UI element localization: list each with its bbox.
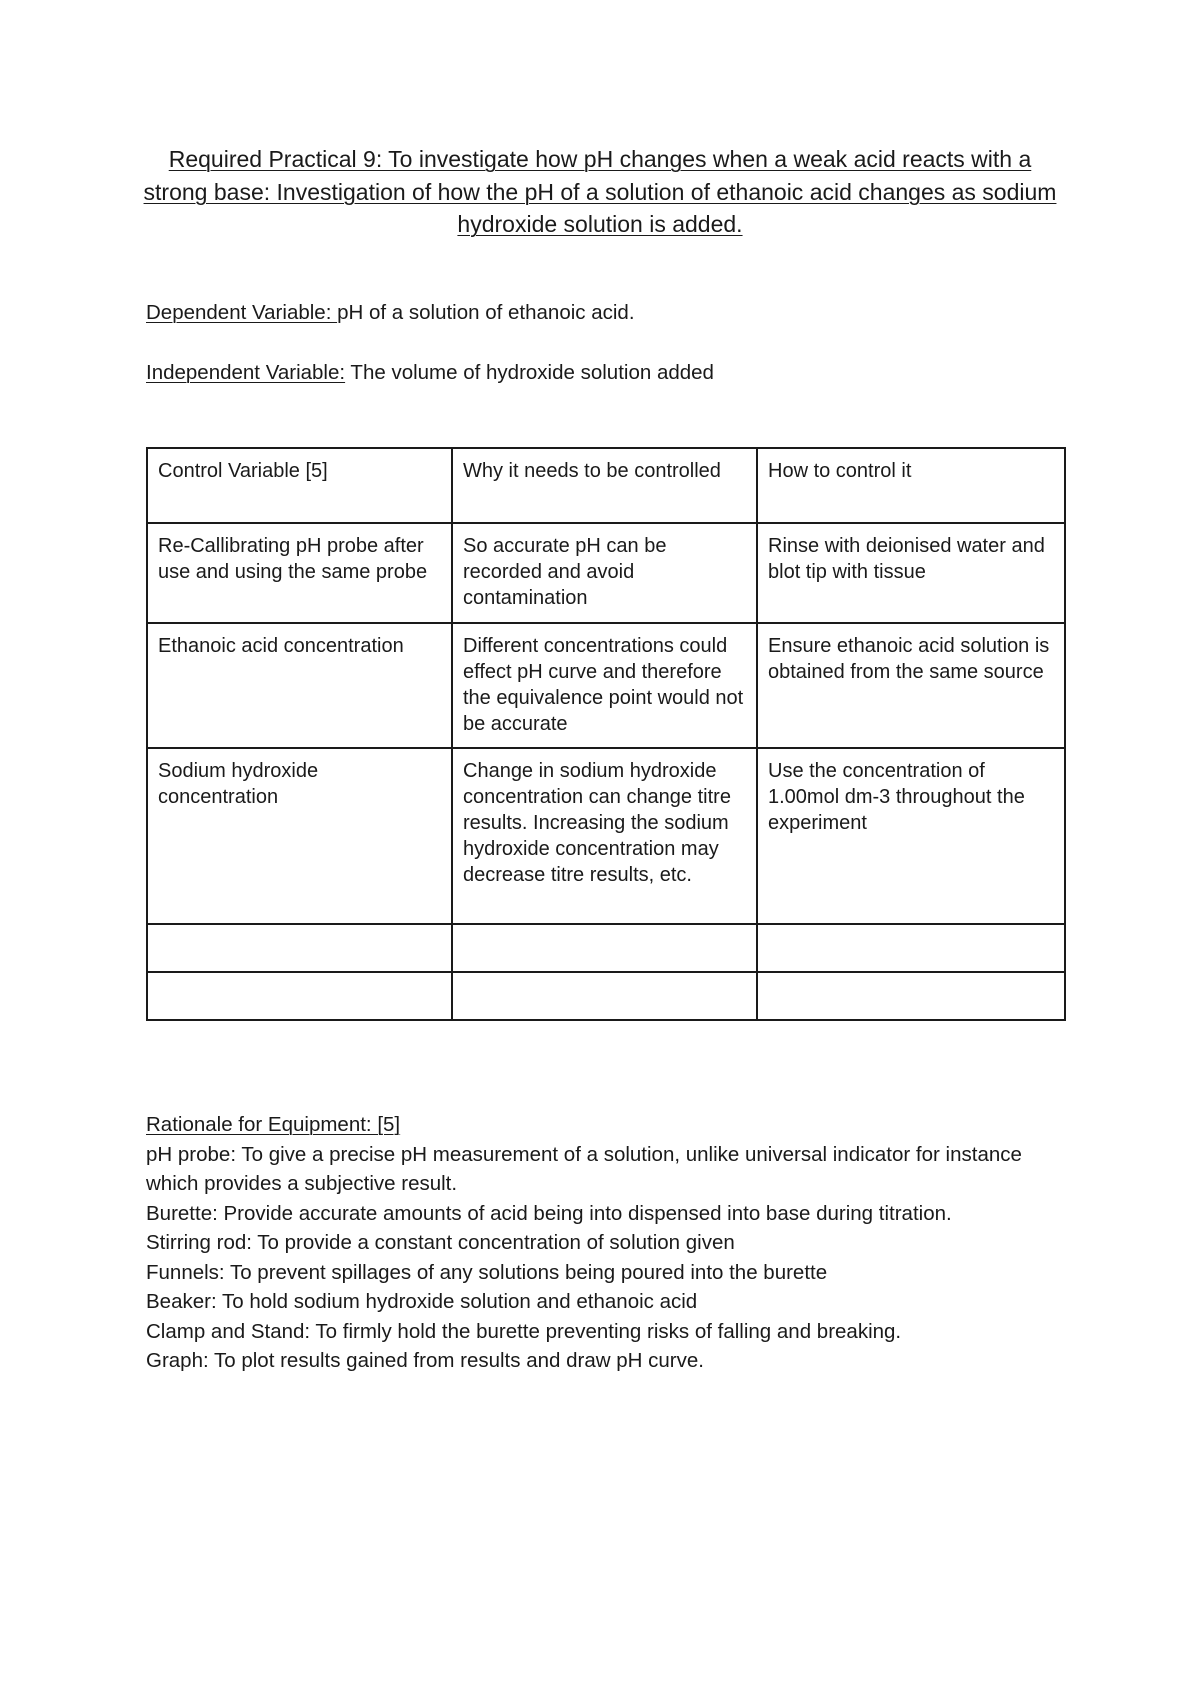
table-header-row — [147, 448, 1065, 523]
table-cell-empty — [147, 924, 452, 972]
rationale-line: pH probe: To give a precise pH measurement of a solution, unlike universal indicator for instance which provides a subjective result. — [146, 1142, 1022, 1195]
independent-variable-value: The volume of hydroxide solution added — [345, 361, 714, 384]
rationale-section — [146, 1110, 1066, 1376]
table-cell: Use the concentration of 1.00mol dm-3 throughout the experiment — [757, 748, 1065, 924]
page-title: Required Practical 9: To investigate how pH changes when a weak acid reacts with a strong base: Investigation of how the pH of a solution of ethanoic acid changes as sodium hydroxide solution is added. — [143, 146, 1057, 237]
rationale-line: Clamp and Stand: To firmly hold the burette preventing risks of falling and breaking. — [146, 1319, 902, 1343]
header-cell-control-variable: Control Variable [5] — [147, 448, 452, 523]
table-cell: Rinse with deionised water and blot tip with tissue — [757, 523, 1065, 623]
table-cell-empty — [757, 924, 1065, 972]
rationale-line: Beaker: To hold sodium hydroxide solution and ethanoic acid — [146, 1290, 698, 1313]
table-cell: Different concentrations could effect pH curve and therefore the equivalence point would not be accurate — [452, 623, 757, 748]
table-row — [147, 523, 1065, 623]
table-cell: Ethanoic acid concentration — [147, 623, 452, 748]
rationale-line: Burette: Provide accurate amounts of acid being into dispensed into base during titration. — [146, 1201, 952, 1225]
table-row — [147, 748, 1065, 924]
table-row-empty — [147, 972, 1065, 1020]
rationale-line: Funnels: To prevent spillages of any solutions being poured into the burette — [146, 1260, 828, 1284]
table-cell-empty — [452, 924, 757, 972]
table-cell-empty — [757, 972, 1065, 1020]
table-cell-empty — [452, 972, 757, 1020]
header-cell-how-to-control: How to control it — [757, 448, 1065, 523]
dependent-variable-value: pH of a solution of ethanoic acid. — [337, 301, 635, 324]
table-row-empty — [147, 924, 1065, 972]
table-cell-empty — [147, 972, 452, 1020]
independent-variable-label: Independent Variable: — [146, 361, 346, 384]
table-cell: Change in sodium hydroxide concentration can change titre results. Increasing the sodium hydroxide concentration may decrease titre results, etc. — [452, 748, 757, 924]
independent-variable-line — [146, 359, 714, 387]
table-cell: Sodium hydroxide concentration — [147, 748, 452, 924]
dependent-variable-label: Dependent Variable: — [146, 301, 338, 324]
header-cell-why-controlled: Why it needs to be controlled — [452, 448, 757, 523]
rationale-line: Stirring rod: To provide a constant concentration of solution given — [146, 1231, 735, 1254]
table-cell: Re-Callibrating pH probe after use and using the same probe — [147, 523, 452, 623]
rationale-heading: Rationale for Equipment: [5] — [146, 1113, 401, 1136]
table-cell: Ensure ethanoic acid solution is obtained from the same source — [757, 623, 1065, 748]
control-variables-table — [146, 447, 1066, 1021]
table-cell: So accurate pH can be recorded and avoid contamination — [452, 523, 757, 623]
dependent-variable-line — [146, 299, 635, 327]
rationale-line: Graph: To plot results gained from results and draw pH curve. — [146, 1349, 704, 1372]
table-row — [147, 623, 1065, 748]
